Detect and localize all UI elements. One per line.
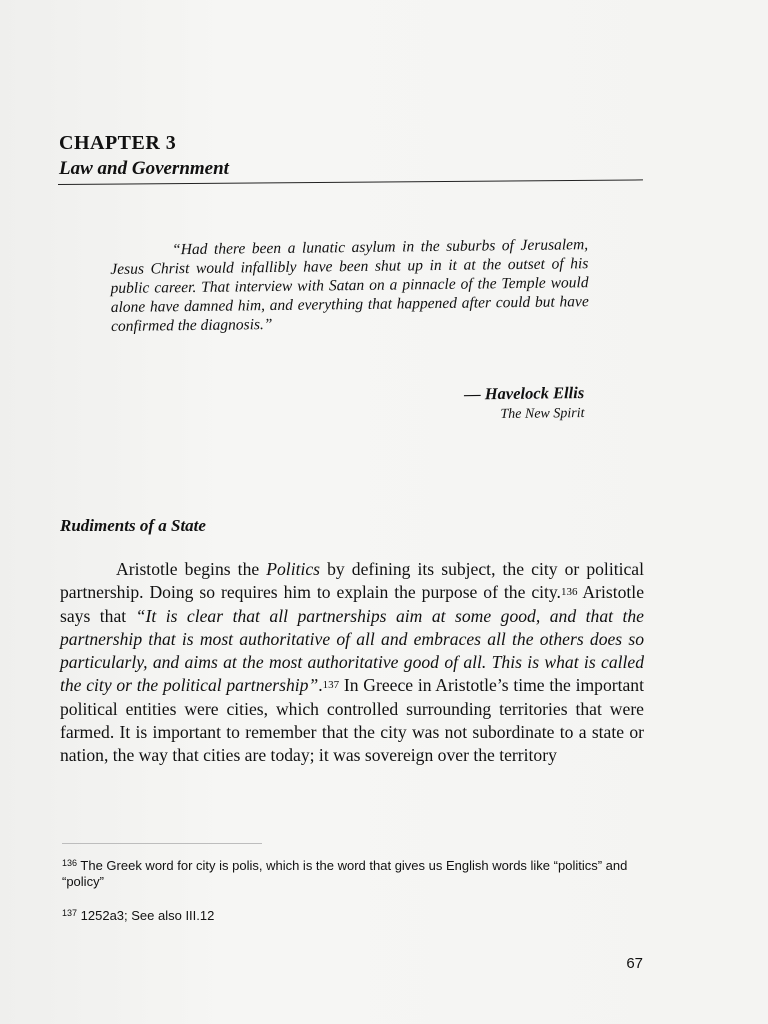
page-number: 67: [626, 955, 643, 972]
footnote-ref[interactable]: 136: [560, 586, 578, 599]
chapter-number: CHAPTER 3: [59, 132, 177, 154]
section-heading: Rudiments of a State: [60, 516, 206, 535]
epigraph-work: The New Spirit: [500, 405, 585, 423]
body-text: by defining its subject, the city or political partnership. Doing so requires him to explain the purpose of the city.: [60, 559, 644, 603]
epigraph-author: — Havelock Ellis: [463, 382, 585, 404]
footnote-marker: 137: [62, 908, 78, 918]
body-paragraph: [60, 558, 644, 768]
footnote-ref[interactable]: 137: [322, 679, 340, 692]
epigraph-quote: “Had there been a lunatic asylum in the suburbs of Jerusalem, Jesus Christ would infallibly have been shut up in it at the outset of his public career. That interview with Satan on a pinnacle of the Temple would alone have damned him, and everything that happened after could but have confirmed the diagnosis.”: [110, 236, 589, 335]
epigraph-attribution: [464, 382, 585, 425]
footnote-text: 1252a3; See also III.12: [77, 908, 215, 923]
footnote: [62, 908, 644, 924]
block-quote: “It is clear that all partnerships aim at some good, and that the partnership that is most authoritative of all and embraces all the others does so particularly, and aims at the most authoritative good of all. This is what is called the city or the political partnership”: [60, 605, 644, 696]
footnote: [62, 858, 644, 890]
body-text: .: [318, 675, 323, 696]
footnote-divider: [62, 843, 262, 844]
chapter-title: Law and Government: [59, 158, 229, 179]
body-text: Aristotle begins the: [116, 559, 267, 579]
book-title: Politics: [266, 559, 321, 579]
body-text: In Greece in Aristotle’s time the important political entities were cities, which controlled surrounding territories that were farmed. It is important to remember that the city was not subordinate to a state or nation, the way that cities are today; it was sovereign over the territory: [60, 675, 644, 766]
body-text: Aristotle says that: [60, 582, 645, 626]
footnote-text: The Greek word for city is polis, which is the word that gives us English words like “politics” and “policy”: [62, 858, 628, 889]
footnote-marker: 136: [62, 858, 78, 868]
chapter-divider: [58, 179, 643, 185]
